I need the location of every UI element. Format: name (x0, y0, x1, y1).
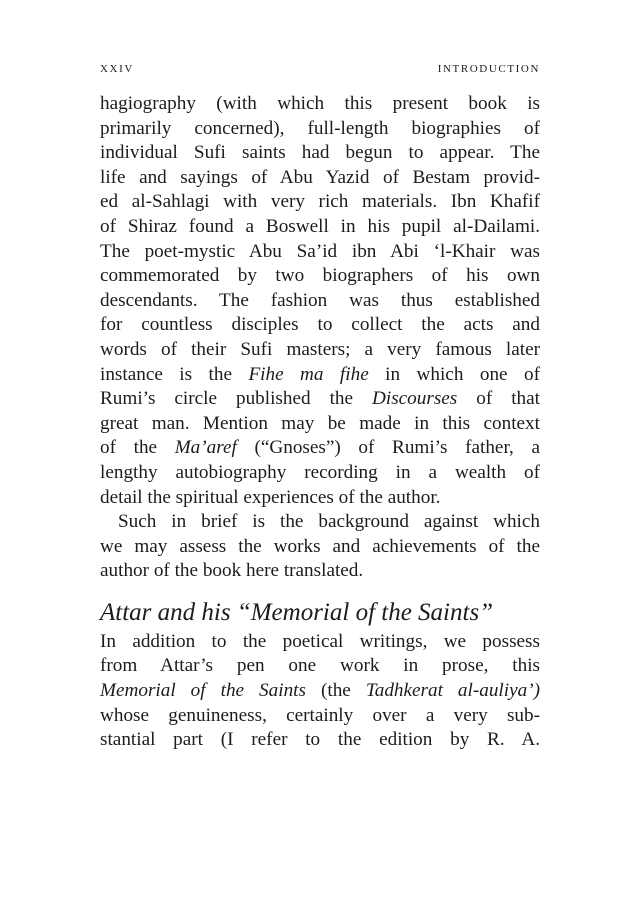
book-title-discourses: Discourses (372, 388, 458, 410)
text-line: whose genuineness, certainly over a very sub- (100, 704, 540, 726)
text-line: instance is the Fihe ma fihe in which one of (100, 363, 540, 385)
text-line: great man. Mention may be made in this context (100, 412, 540, 434)
text-line: from Attar’s pen one work in prose, this (100, 655, 540, 677)
paragraph-2 (100, 510, 540, 584)
paragraph-1 (100, 92, 540, 510)
section-heading: Attar and his “Memorial of the Saints” (100, 598, 494, 626)
text-line: The poet-mystic Abu Sa’id ibn Abi ‘l-Khair was (100, 240, 540, 262)
running-title: introduction (437, 60, 540, 76)
running-head (100, 58, 540, 78)
text-line: lengthy autobiography recording in a wealth of (100, 461, 540, 483)
text-line: stantial part (I refer to the edition by R. A. (100, 729, 540, 751)
text-line: In addition to the poetical writings, we possess (100, 630, 540, 652)
book-title-maaref: Ma’aref (174, 437, 237, 459)
text-line: of Shiraz found a Boswell in his pupil al-Dailami. (100, 215, 540, 237)
text-line: of the Ma’aref (“Gnoses”) of Rumi’s father, a (100, 437, 540, 459)
body-text (100, 92, 540, 753)
text-line: for countless disciples to collect the acts and (100, 314, 540, 336)
page-number: xxiv (100, 60, 134, 76)
book-title-fihe-ma-fihe: Fihe ma fihe (248, 363, 369, 385)
text-line: life and sayings of Abu Yazid of Bestam provid- (100, 166, 540, 188)
text-line: author of the book here translated. (100, 560, 364, 582)
text-line: ed al-Sahlagi with very rich materials. Ibn Khafif (100, 191, 540, 213)
book-page (100, 58, 540, 753)
text-line: Such in brief is the background against which (118, 511, 540, 533)
book-title-memorial: Memorial of the Saints (100, 680, 306, 702)
paragraph-3 (100, 630, 540, 753)
text-line: words of their Sufi masters; a very famous later (100, 338, 540, 360)
text-line: commemorated by two biographers of his own (100, 265, 540, 287)
text-line: Rumi’s circle published the Discourses of that (100, 388, 540, 410)
text-line: individual Sufi saints had begun to appear. The (100, 142, 540, 164)
book-title-tadhkerat: Tadhkerat al-auliya’) (365, 680, 540, 702)
text-line: hagiography (with which this present book is (100, 93, 540, 114)
text-line: Memorial of the Saints (the Tadhkerat al-auliya’) (100, 680, 540, 702)
text-line: detail the spiritual experiences of the author. (100, 486, 441, 508)
text-line: we may assess the works and achievements of the (100, 535, 540, 557)
text-line: descendants. The fashion was thus established (100, 289, 540, 311)
text-line: primarily concerned), full-length biographies of (100, 117, 540, 139)
